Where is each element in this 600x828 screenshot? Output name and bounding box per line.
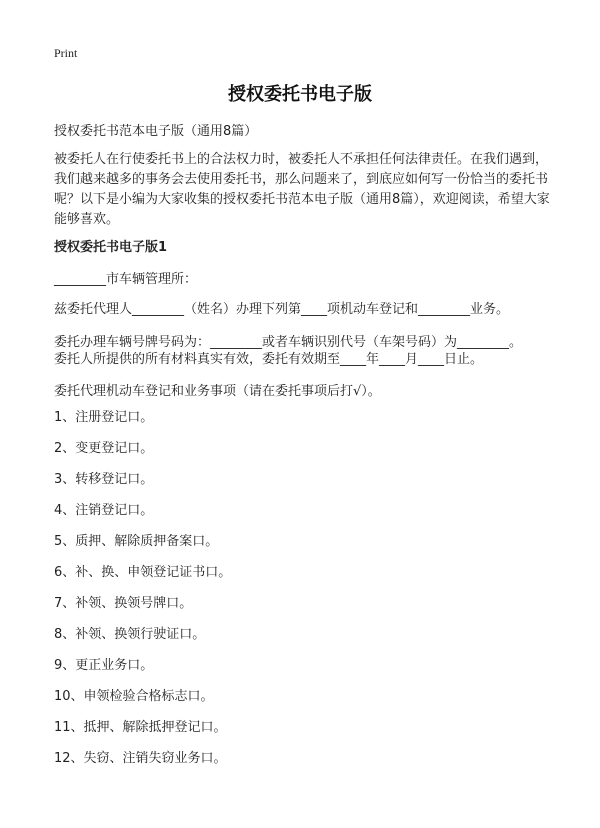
section-heading: 授权委托书电子版1 [54, 240, 168, 255]
list-item: 4、注销登记口。 [54, 503, 154, 518]
list-item: 8、补领、换领行驶证口。 [54, 627, 206, 642]
list-item: 9、更正业务口。 [54, 658, 154, 673]
list-item: 6、补、换、申领登记证书口。 [54, 565, 232, 580]
list-item: 10、申领检验合格标志口。 [54, 689, 214, 704]
list-item: 1、注册登记口。 [54, 410, 154, 425]
list-item: 5、质押、解除质押备案口。 [54, 534, 219, 549]
addressee-line: ________市车辆管理所： [54, 272, 198, 287]
list-item: 11、抵押、解除抵押登记口。 [54, 720, 227, 735]
document-subtitle: 授权委托书范本电子版（通用8篇） [54, 124, 258, 139]
intro-paragraph: 被委托人在行使委托书上的合法权力时，被委托人不承担任何法律责任。在我们遇到，我们越来越多的事务会去使用委托书，那么问题来了，到底应如何写一份恰当的委托书呢？以下是小编为大家收集的授权委托书范本电子版（通用8篇），欢迎阅读，希望大家能够喜欢。 [54, 152, 550, 227]
list-item: 3、转移登记口。 [54, 472, 154, 487]
plate-number-line: 委托办理车辆号牌号码为：________或者车辆识别代号（车架号码）为________。 [54, 335, 523, 350]
page-title: 授权委托书电子版 [228, 84, 372, 105]
list-item: 7、补领、换领号牌口。 [54, 596, 193, 611]
list-item: 12、失窃、注销失窃业务口。 [54, 751, 227, 766]
print-link[interactable]: Print [54, 46, 78, 60]
list-item: 2、变更登记口。 [54, 441, 154, 456]
agent-line: 兹委托代理人________（姓名）办理下列第____项机动车登记和________业务。 [54, 302, 510, 317]
validity-line: 委托人所提供的所有材料真实有效，委托有效期至____年____月____日止。 [54, 352, 484, 367]
item-list [54, 410, 231, 782]
instruction-line: 委托代理机动车登记和业务事项（请在委托事项后打√）。 [54, 384, 381, 399]
